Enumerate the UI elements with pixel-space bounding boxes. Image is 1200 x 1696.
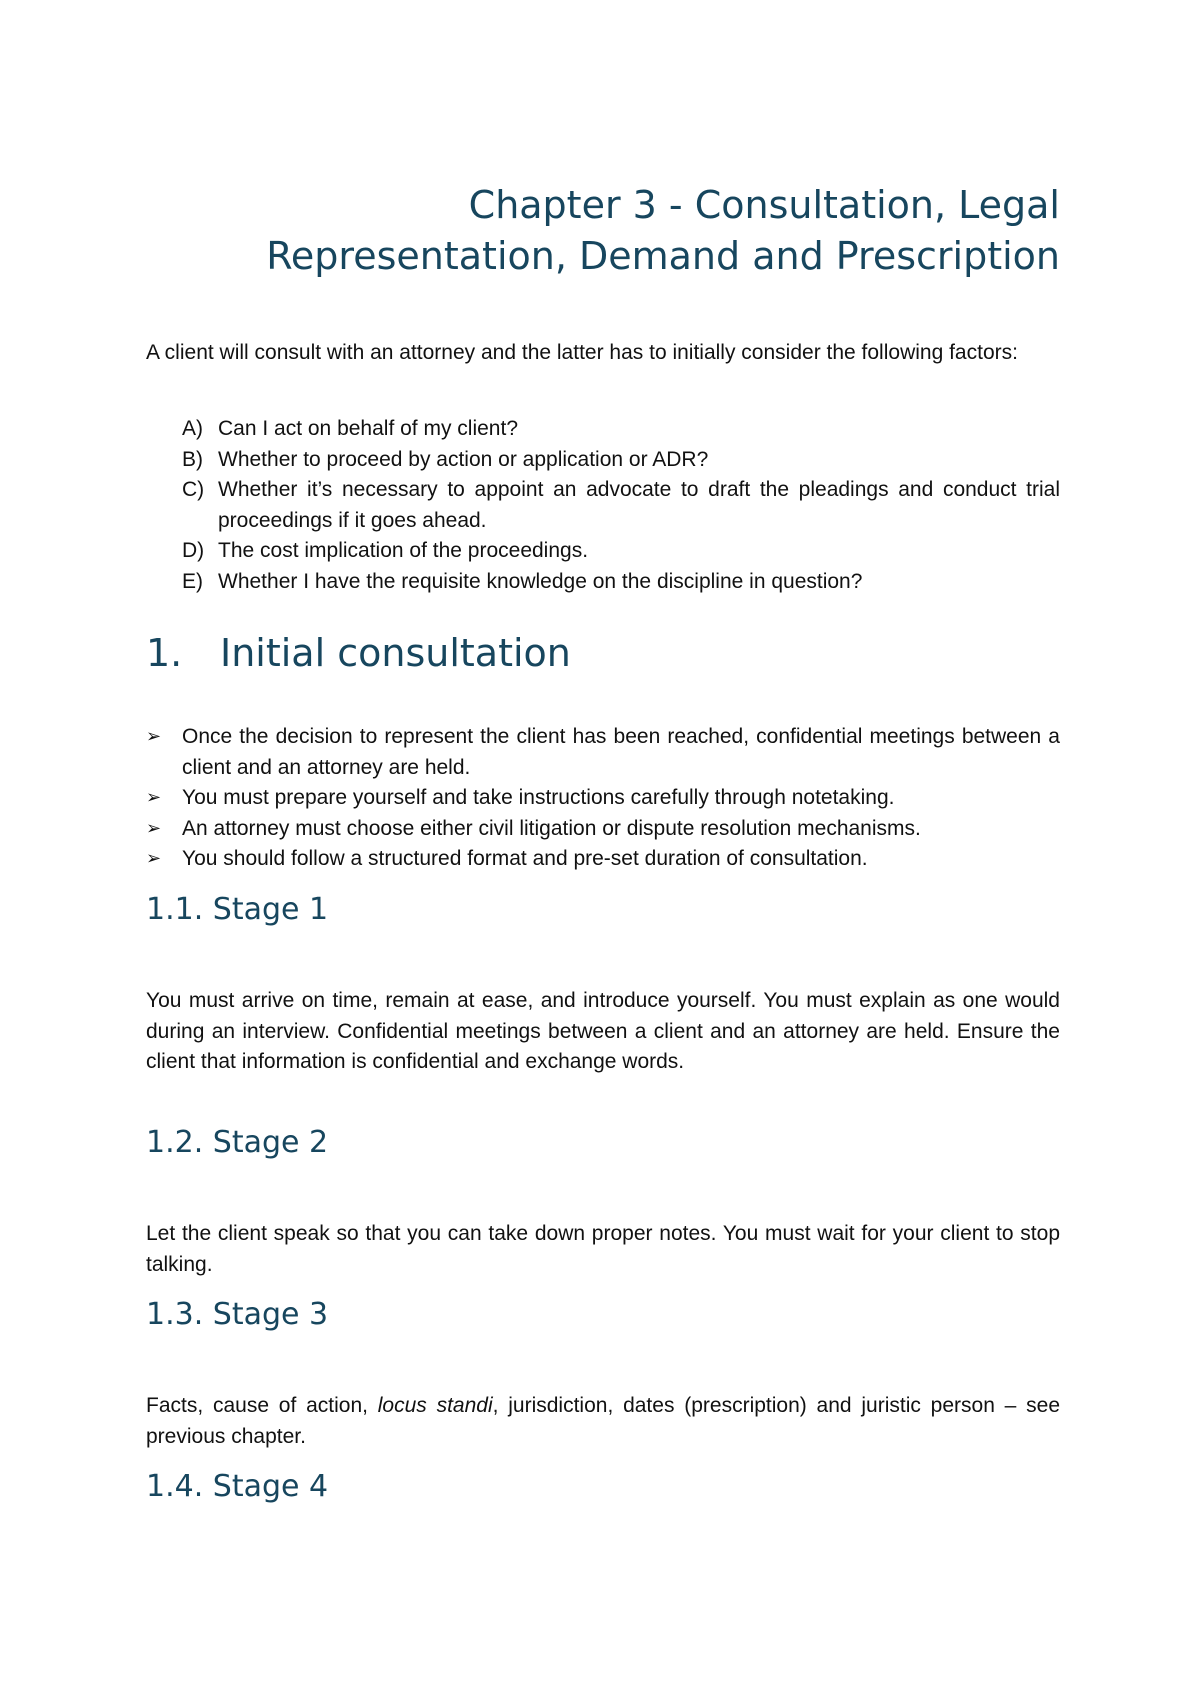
stage-4-heading: 1.4. Stage 4 [146,1469,329,1504]
stage-3-text-start: Facts, cause of action, [146,1394,378,1417]
stage-3-italic-term: locus standi [377,1394,493,1417]
list-item-text: The cost implication of the proceedings. [218,539,589,562]
list-marker: A) [182,417,203,440]
list-item [182,445,1060,476]
list-marker: C) [182,478,205,501]
document-page [146,0,1060,1696]
list-marker: E) [182,569,203,593]
chapter-title-line-2: Representation, Demand and Prescription [266,234,1060,278]
consultation-bullet-list [146,722,1060,875]
stage-2-heading: 1.2. Stage 2 [146,1125,329,1160]
list-item-text: Once the decision to represent the client has been reached, confidential meetings between a client and an attorney are held. [182,725,1060,779]
list-item [146,722,1060,783]
stage-1-heading: 1.1. Stage 1 [146,892,329,927]
list-item [182,567,1060,598]
list-marker: B) [182,447,203,471]
list-item-text: Whether to proceed by action or application or ADR? [218,447,709,471]
arrow-bullet-icon: ➢ [146,817,162,839]
stage-1-paragraph: You must arrive on time, remain at ease, and introduce yourself. You must explain as one would during an interview. Confidential meetings between a client and an attorney are held. Ensure the client that information is confidential and exchange words. [146,989,1060,1073]
list-item-text: You should follow a structured format and pre-set duration of consultation. [182,847,868,870]
list-item [146,844,1060,875]
list-item [182,536,1060,567]
list-marker: D) [182,539,205,562]
list-item-text: Can I act on behalf of my client? [218,417,518,440]
list-item-text: Whether I have the requisite knowledge on the discipline in question? [218,569,863,593]
stage-3-paragraph [146,1391,1060,1452]
list-item-text: You must prepare yourself and take instructions carefully through notetaking. [182,786,895,809]
chapter-title [146,180,1060,282]
stage-2-paragraph: Let the client speak so that you can take down proper notes. You must wait for your client to stop talking. [146,1222,1060,1276]
section-heading-initial-consultation [146,630,571,676]
factors-list [182,414,1060,597]
chapter-title-line-1: Chapter 3 - Consultation, Legal [468,183,1060,227]
list-item [182,475,1060,536]
list-item-text: An attorney must choose either civil litigation or dispute resolution mechanisms. [182,816,921,840]
list-item-text: Whether it’s necessary to appoint an advocate to draft the pleadings and conduct trial proceedings if it goes ahead. [218,478,1060,532]
list-item [146,814,1060,845]
arrow-bullet-icon: ➢ [146,726,162,747]
stage-3-heading: 1.3. Stage 3 [146,1297,329,1332]
intro-paragraph: A client will consult with an attorney and the latter has to initially consider the following factors: [146,341,1018,364]
stage-3-text-end: , jurisdiction, dates (prescription) and juristic person – see previous chapter. [146,1394,1061,1448]
section-number: 1. [146,631,183,675]
list-item [146,783,1060,814]
arrow-bullet-icon: ➢ [146,848,162,869]
list-item [182,414,1060,445]
arrow-bullet-icon: ➢ [146,787,162,808]
section-title: Initial consultation [220,631,571,675]
